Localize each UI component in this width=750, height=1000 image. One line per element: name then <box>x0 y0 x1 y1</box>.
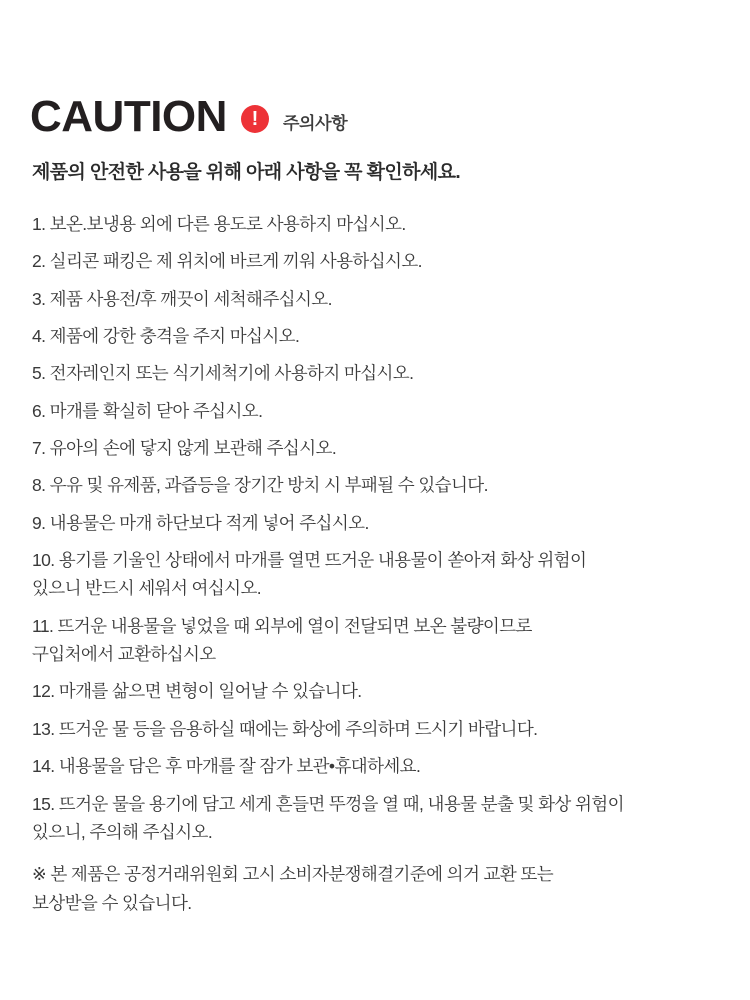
lead-text: 제품의 안전한 사용을 위해 아래 사항을 꼭 확인하세요. <box>32 162 461 183</box>
list-item: 12. 마개를 삶으면 변형이 일어날 수 있습니다. <box>32 681 362 702</box>
list-item: 13. 뜨거운 물 등을 음용하실 때에는 화상에 주의하며 드시기 바랍니다. <box>32 718 538 739</box>
exclamation-icon: ! <box>241 105 269 133</box>
list-item: 4. 제품에 강한 충격을 주지 마십시오. <box>32 326 300 347</box>
list-item: 11. 뜨거운 내용물을 넣었을 때 외부에 열이 전달되면 보온 불량이므로 구입처에서 교환하십시오 <box>32 615 532 665</box>
list-item: 7. 유아의 손에 닿지 않게 보관해 주십시오. <box>32 438 337 459</box>
page-title: CAUTION <box>30 92 227 141</box>
caution-list <box>30 210 720 846</box>
list-item: 6. 마개를 확실히 닫아 주십시오. <box>32 400 263 421</box>
list-item: 1. 보온.보냉용 외에 다른 용도로 사용하지 마십시오. <box>32 214 406 234</box>
list-item: 3. 제품 사용전/후 깨끗이 세척해주십시오. <box>32 288 332 309</box>
list-item: 2. 실리콘 패킹은 제 위치에 바르게 끼워 사용하십시오. <box>32 251 422 272</box>
list-item: 9. 내용물은 마개 하단보다 적게 넣어 주십시오. <box>32 512 369 533</box>
caution-subtitle: 주의사항 <box>282 113 348 133</box>
list-item: 14. 내용물을 담은 후 마개를 잘 잠가 보관•휴대하세요. <box>32 756 421 777</box>
list-item: 15. 뜨거운 물을 용기에 담고 세게 흔들면 뚜껑을 열 때, 내용물 분출 및 화상 위험이 있으니, 주의해 주십시오. <box>32 793 624 842</box>
caution-header <box>30 92 720 141</box>
list-item: 5. 전자레인지 또는 식기세척기에 사용하지 마십시오. <box>32 363 414 384</box>
list-item: 10. 용기를 기울인 상태에서 마개를 열면 뜨거운 내용물이 쏟아져 화상 위험이 있으니 반드시 세워서 여십시오. <box>32 550 587 599</box>
list-item: 8. 우유 및 유제품, 과즙등을 장기간 방치 시 부패될 수 있습니다. <box>32 475 488 496</box>
footnote: ※ 본 제품은 공정거래위원회 고시 소비자분쟁해결기준에 의거 교환 또는 보상받을 수 있습니다. <box>32 864 554 913</box>
